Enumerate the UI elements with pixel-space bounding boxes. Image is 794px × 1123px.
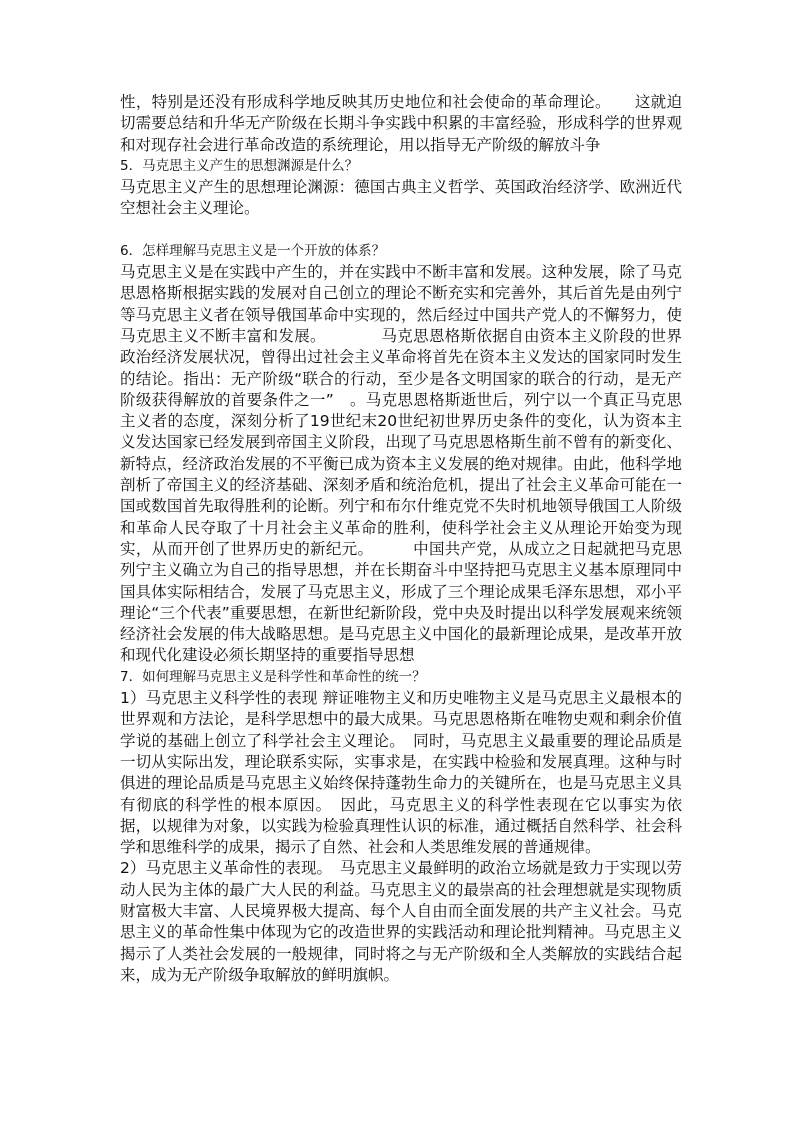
question-5: 5．马克思主义产生的思想渊源是什么？ [120, 157, 359, 174]
intro-paragraph: 性，特别是还没有形成科学地反映其历史地位和社会使命的革命理论。 这就迫切需要总结和升华无产阶级在长期斗争实践中积累的丰富经验，形成科学的世界观和对现存社会进行革命改造的系统理论，用以指导无产阶级的解放斗争 [120, 93, 682, 154]
question-6: 6．怎样理解马克思主义是一个开放的体系？ [120, 242, 386, 259]
answer-7-part-2: 2）马克思主义革命性的表现。 马克思主义最鲜明的政治立场就是致力于实现以劳动人民为主体的最广大人民的利益。马克思主义的最崇高的社会理想就是实现物质财富极大丰富、人民境界极大提高、每个人自由而全面发展的共产主义社会。马克思主义的革命性集中体现为它的改造世界的实践活动和理论批判精神。马克思主义揭示了人类社会发展的一般规律，同时将之与无产阶级和全人类解放的实践结合起来，成为无产阶级争取解放的鲜明旗帜。 [120, 859, 682, 984]
answer-5: 马克思主义产生的思想理论渊源：德国古典主义哲学、英国政治经济学、欧洲近代空想社会主义理论。 [120, 178, 682, 218]
document-page [120, 92, 682, 986]
answer-6: 马克思主义是在实践中产生的，并在实践中不断丰富和发展。这种发展，除了马克思恩格斯根据实践的发展对自己创立的理论不断充实和完善外，其后首先是由列宁等马克思主义者在领导俄国革命中实现的，然后经过中国共产党人的不懈努力，使马克思主义不断丰富和发展。 马克思恩格斯依据自由资本主义阶段的世界政治经济发展状况，曾得出过社会主义革命将首先在资本主义发达的国家同时发生的结论。指出：无产阶级“联合的行动，至少是各文明国家的联合的行动，是无产阶级获得解放的首要条件之一” 。马克思恩格斯逝世后，列宁以一个真正马克思主义者的态度，深刻分析了19世纪末20世纪初世界历史条件的变化，认为资本主义发达国家已经发展到帝国主义阶段，出现了马克思恩格斯生前不曾有的新变化、新特点，经济政治发展的不平衡已成为资本主义发展的绝对规律。由此，他科学地剖析了帝国主义的经济基础、深刻矛盾和统治危机，提出了社会主义革命可能在一国或数国首先取得胜利的论断。列宁和布尔什维克党不失时机地领导俄国工人阶级和革命人民夺取了十月社会主义革命的胜利，使科学社会主义从理论开始变为现实，从而开创了世界历史的新纪元。 中国共产党，从成立之日起就把马克思列宁主义确立为自己的指导思想，并在长期奋斗中坚持把马克思主义基本原理同中国具体实际相结合，发展了马克思主义，形成了三个理论成果毛泽东思想，邓小平理论“三个代表”重要思想，在新世纪新阶段，党中央及时提出以科学发展观来统领经济社会发展的伟大战略思想。是马克思主义中国化的最新理论成果，是改革开放和现代化建设必须长期坚持的重要指导思想 [120, 263, 682, 665]
question-7: 7．如何理解马克思主义是科学性和革命性的统一？ [120, 668, 426, 685]
blank-line [120, 220, 682, 241]
answer-7-part-1: 1）马克思主义科学性的表现 辩证唯物主义和历史唯物主义是马克思主义最根本的世界观和方法论，是科学思想中的最大成果。马克思恩格斯在唯物史观和剩余价值学说的基础上创立了科学社会主义理论。 同时，马克思主义最重要的理论品质是一切从实际出发，理论联系实际，实事求是，在实践中检验和发展真理。这种与时俱进的理论品质是马克思主义始终保持蓬勃生命力的关键所在，也是马克思主义具有彻底的科学性的根本原因。 因此，马克思主义的科学性表现在它以事实为依据，以规律为对象，以实践为检验真理性认识的标准，通过概括自然科学、社会科学和思维科学的成果，揭示了自然、社会和人类思维发展的普通规律。 [120, 689, 682, 857]
